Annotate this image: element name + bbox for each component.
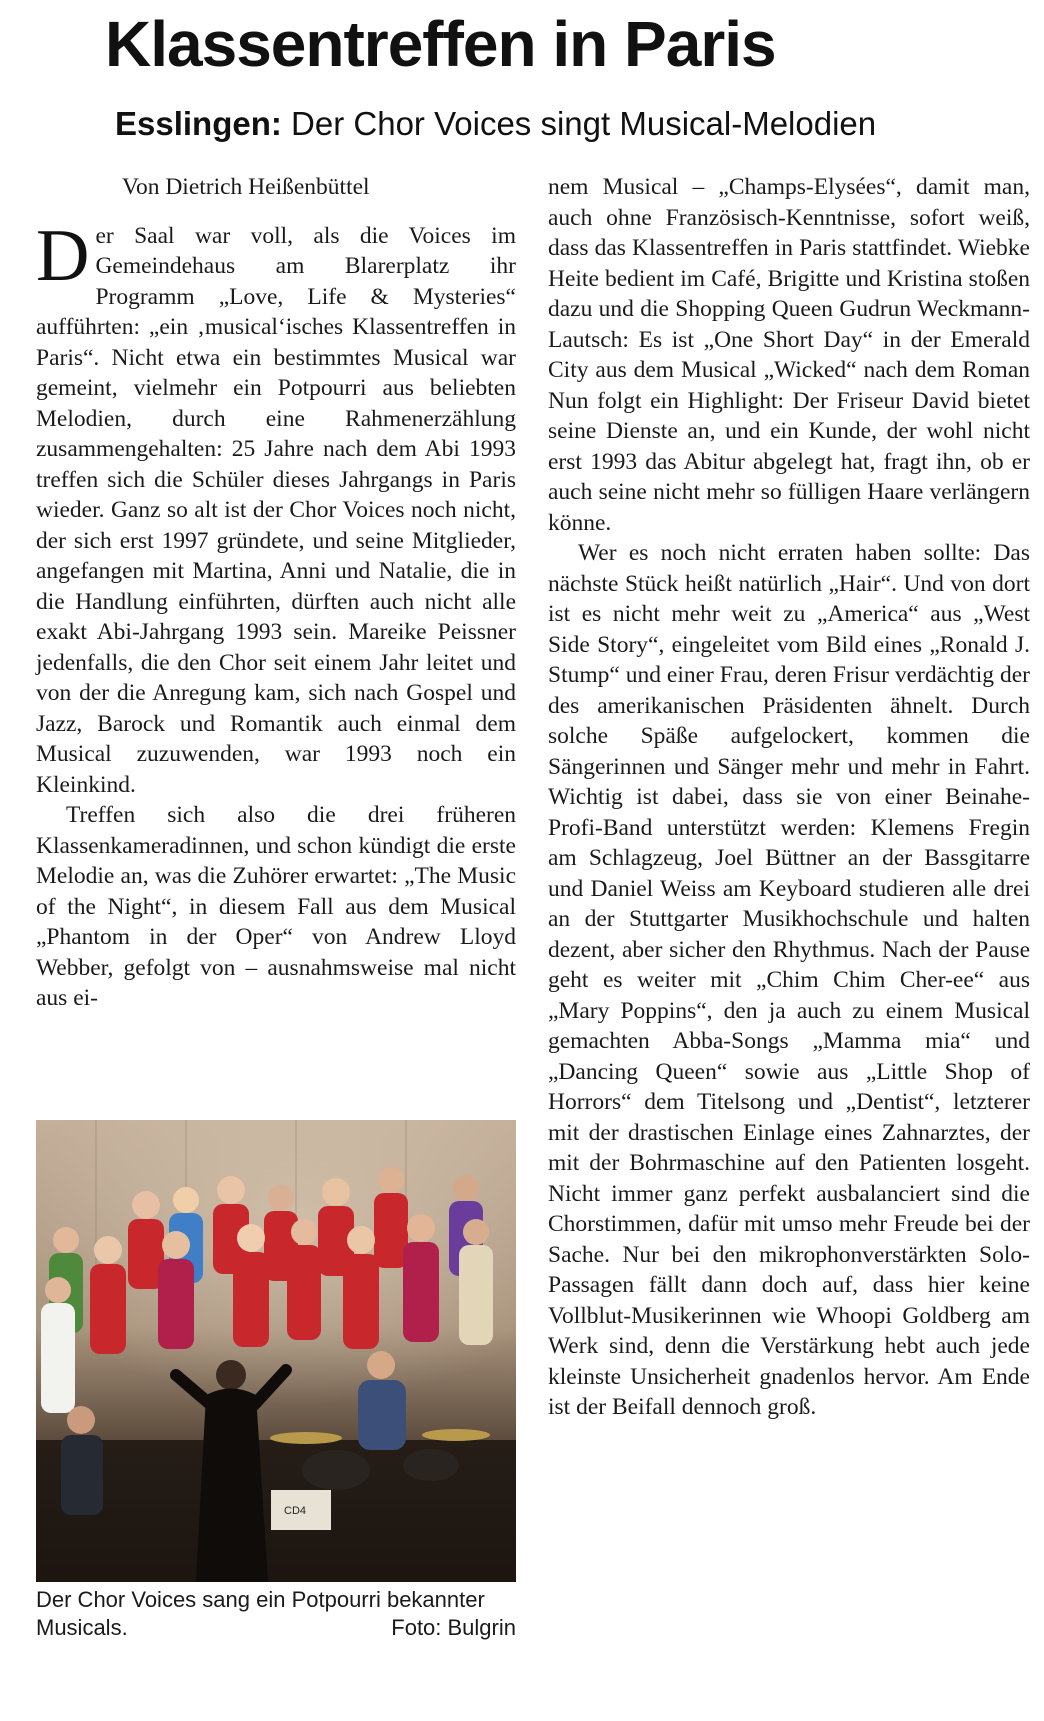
headline: Klassentreffen in Paris — [105, 8, 776, 80]
subheadline — [115, 100, 876, 148]
drum-label: CD4 — [284, 1505, 307, 1517]
subhead-text: Der Chor Voices singt Musical-Melodien — [281, 105, 877, 142]
choir-photo-illustration — [36, 1120, 516, 1582]
byline: Von Dietrich Heißenbüttel — [122, 174, 370, 200]
caption-text: Der Chor Voices sang ein Potpourri bekannter Musicals. — [36, 1587, 485, 1640]
article-column-right — [548, 172, 1030, 1423]
article-column-left — [36, 172, 516, 1014]
paragraph-1 — [36, 214, 516, 801]
choir-photo — [36, 1120, 516, 1582]
photo-caption — [36, 1586, 516, 1642]
paragraph-3: Wer es noch nicht erraten haben sollte: Das nächste Stück heißt natürlich „Hair“. Und von dort ist es nicht mehr weit zu „America“ aus „West Side Story“, eingeleitet vom Bild eines „Ronald J. Stump“ und einer Frau, deren Frisur verdächtig der des amerikanischen Präsidenten ähnelt. Durch solche Späße aufgelockert, kommen die Sängerinnen und Sänger mehr und mehr in Fahrt. Wichtig ist dabei, dass sie von einer Beinahe-Profi-Band unterstützt werden: Klemens Fregin am Schlagzeug, Joel Büttner an der Bassgitarre und Daniel Weiss am Keyboard studieren alle drei an der Stuttgarter Musikhochschule und halten dezent, aber sicher den Rhythmus. Nach der Pause geht es weiter mit „Chim Chim Cher-ee“ aus „Mary Poppins“, den ja auch zu einem Musical gemachten Abba-Songs „Mamma mia“ und „Dancing Queen“ sowie aus „Little Shop of Horrors“ dem Titelsong und „Dentist“, letzterer mit der drastischen Einlage eines Zahnarztes, der mit der Bohrmaschine auf den Patienten losgeht. Nicht immer ganz perfekt ausbalanciert sind die Chorstimmen, dafür mit umso mehr Freude bei der Sache. Nur bei den mikrophonverstärkten Solo-Passagen fällt dann doch auf, dass hier keine Vollblut-Musikerinnen wie Whoopi Goldberg am Werk sind, denn die Verstärkung hebt auch jede kleinste Unsicherheit gnadenlos hervor. Am Ende ist der Beifall dennoch groß. — [548, 540, 1030, 1420]
paragraph-2-continued: nem Musical – „Champs-Elysées“, damit man, auch ohne Französisch-Kenntnisse, sofort weiß, dass das Klassentreffen in Paris stattfindet. Wiebke Heite bedient im Café, Brigitte und Kristina stoßen dazu und die Shopping Queen Gudrun Weckmann-Lautsch: Es ist „One Short Day“ in der Emerald City aus dem Musical „Wicked“ nach dem Roman Nun folgt ein Highlight: Der Friseur David bietet seine Dienste an, und ein Kunde, der wohl nicht erst 1993 das Abitur abgelegt hat, fragt ihn, ob er auch seine nicht mehr so fülligen Haare verlängern könne. — [548, 174, 1030, 536]
paragraph-1-text: er Saal war voll, als die Voices im Gemeindehaus am Blarerplatz ihr Programm „Love, Life & Mysteries“ aufführten: „ein ‚musical‘isches Klassentreffen in Paris“. Nicht etwa ein bestimmtes Musical war gemeint, vielmehr ein Potpourri aus beliebten Melodien, durch eine Rahmenerzählung zusammengehalten: 25 Jahre nach dem Abi 1993 treffen sich die Schüler dieses Jahrgangs in Paris wieder. Ganz so alt ist der Chor Voices noch nicht, der sich erst 1997 gründete, und seine Mitglieder, angefangen mit Martina, Anni und Natalie, die in die Handlung einführten, dürften auch nicht alle exakt Abi-Jahrgang 1993 sein. Mareike Peissner jedenfalls, die den Chor seit einem Jahr leitet und von der die Anregung kam, sich nach Gospel und Jazz, Barock und Romantik auch einmal dem Musical zuzuwenden, war 1993 noch ein Kleinkind. — [36, 222, 516, 798]
subhead-place: Esslingen: — [115, 105, 282, 142]
paragraph-2: Treffen sich also die drei früheren Klassenkameradinnen, und schon kündigt die erste Melodie an, was die Zuhörer erwartet: „The Music of the Night“, in diesem Fall aus dem Musical „Phantom in der Oper“ von Andrew Lloyd Webber, gefolgt von – ausnahmsweise mal nicht aus ei- — [36, 802, 516, 1011]
photo-credit: Foto: Bulgrin — [391, 1615, 516, 1640]
drop-cap: D — [36, 214, 90, 297]
